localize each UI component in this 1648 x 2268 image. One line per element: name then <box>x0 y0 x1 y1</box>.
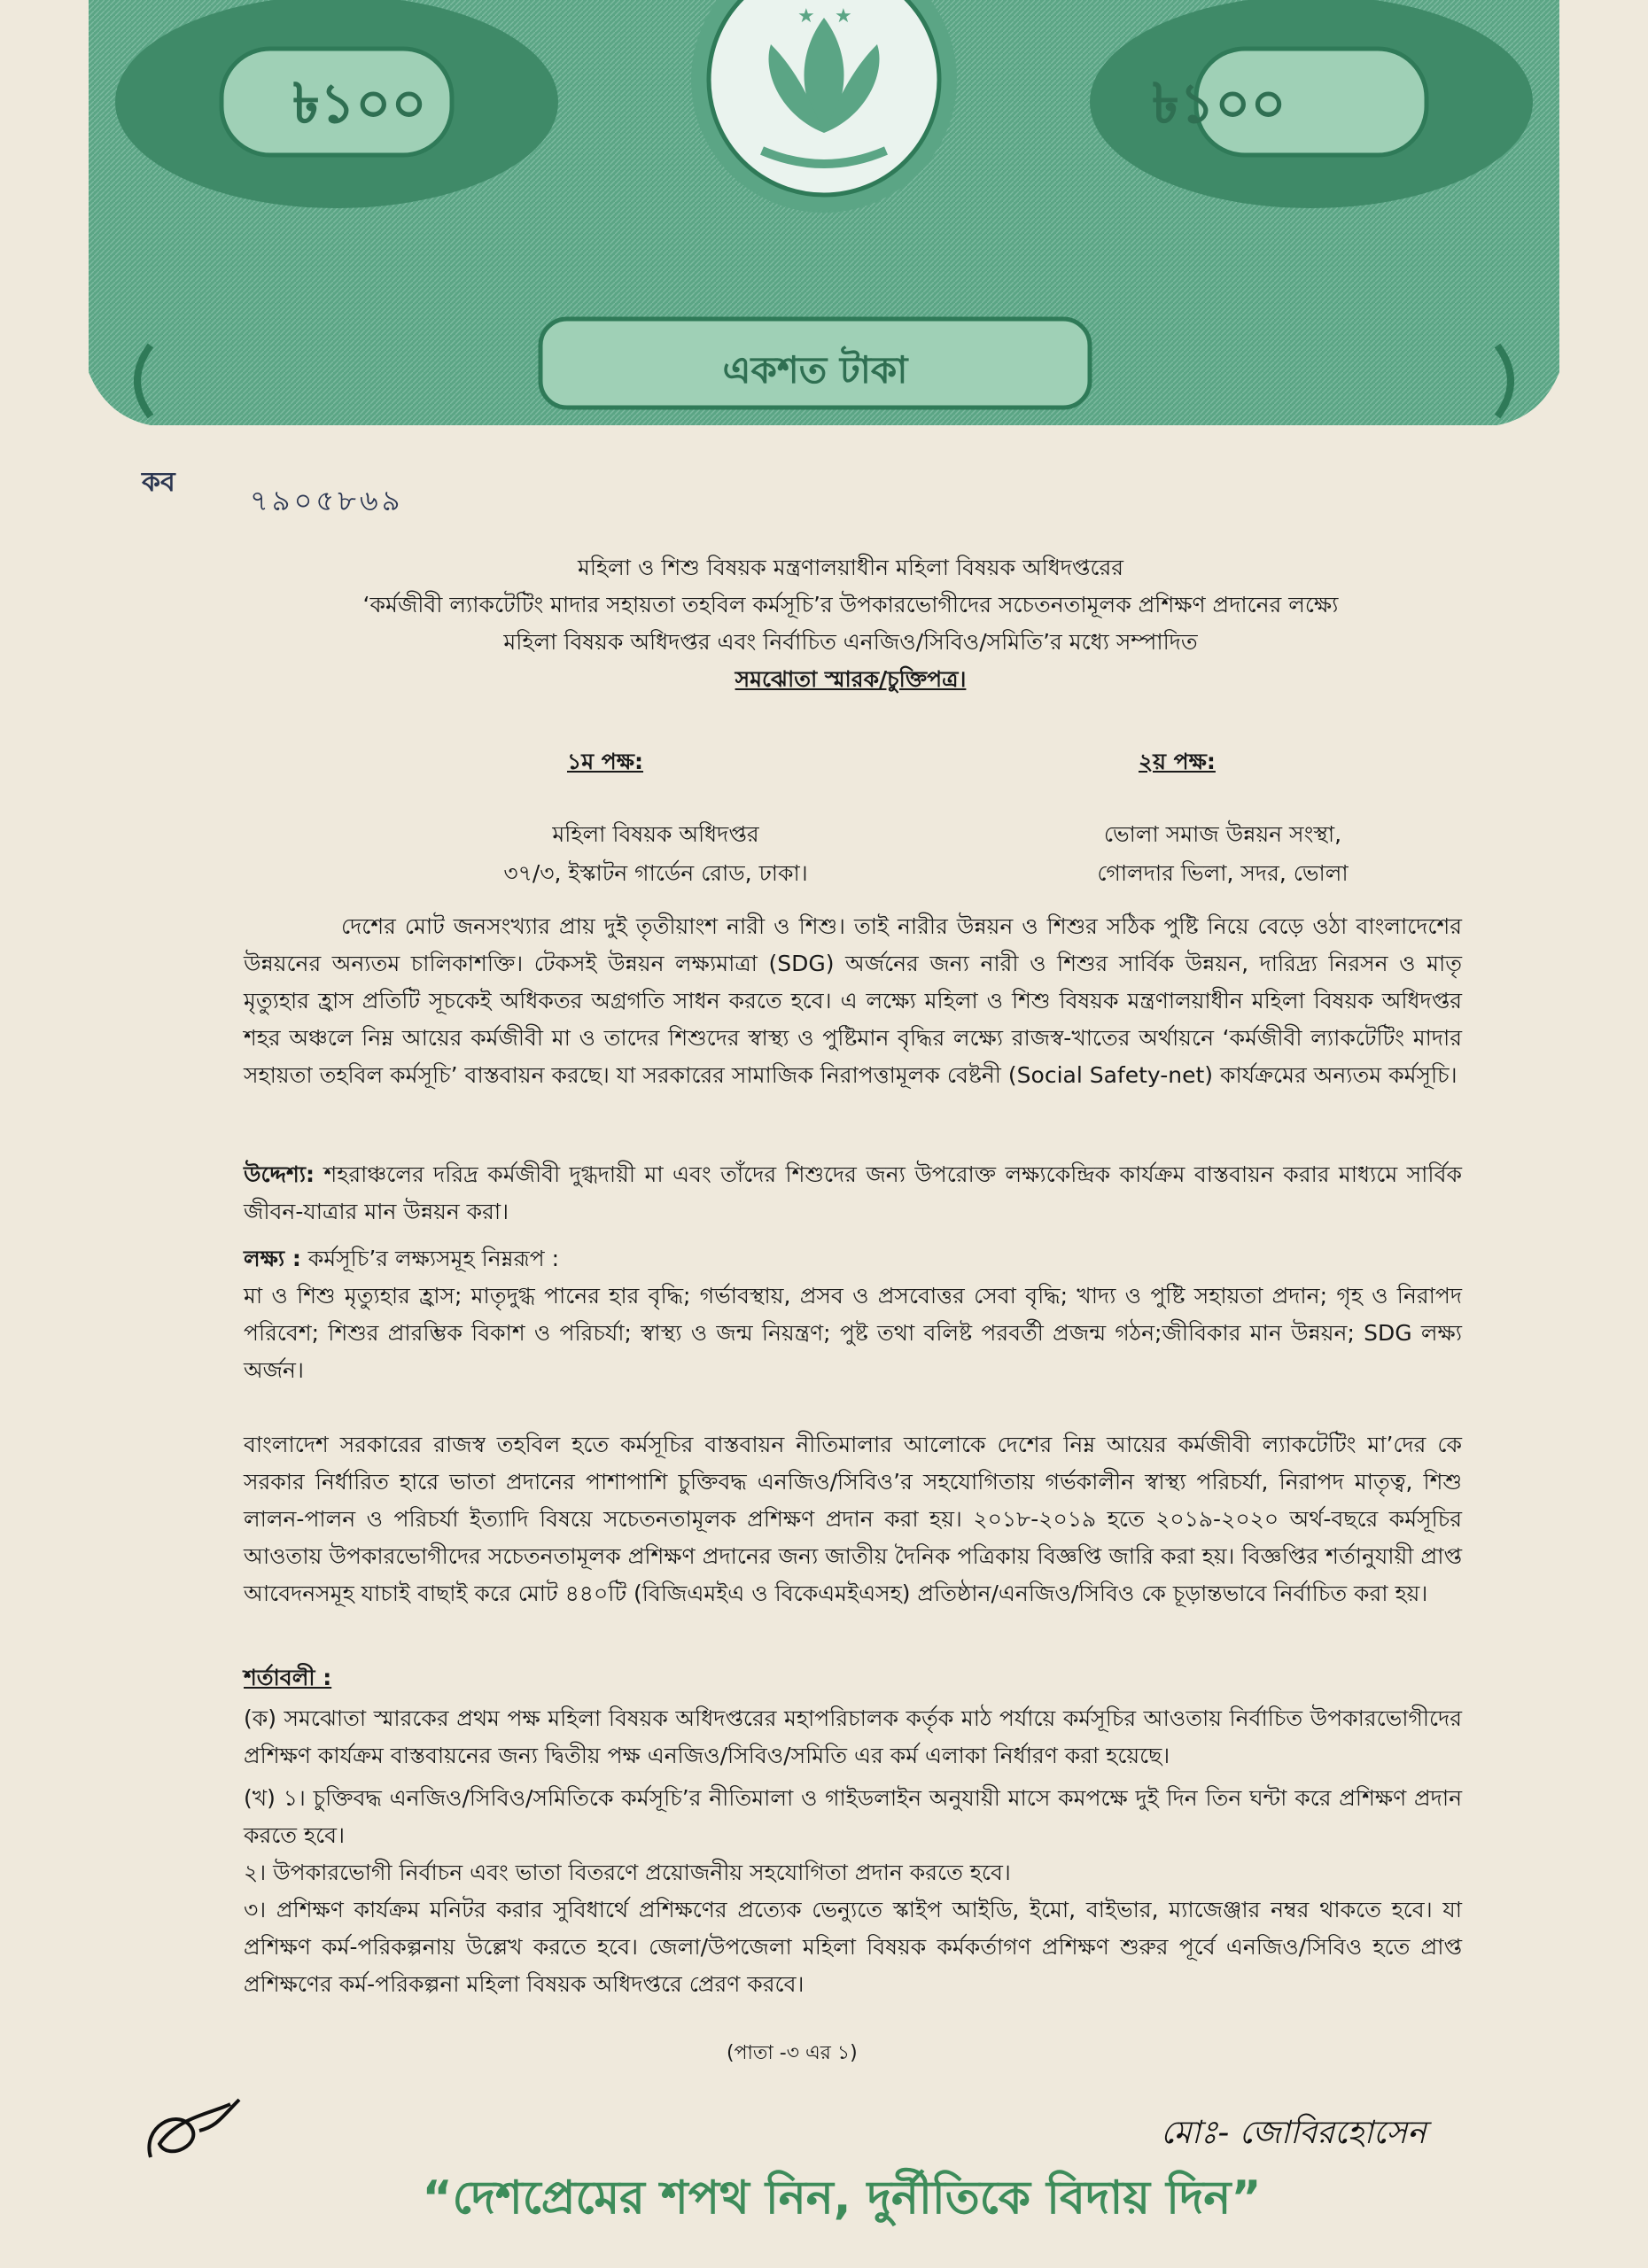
motto: “দেশপ্রেমের শপথ নিন, দুর্নীতিকে বিদায় দিন” <box>422 2171 1262 2225</box>
party-2-name: ভোলা সমাজ উন্নয়ন সংস্থা, <box>1103 821 1342 847</box>
document-heading <box>204 549 1497 698</box>
heading-line-3: মহিলা বিষয়ক অধিদপ্তর এবং নির্বাচিত এনজিও/সিবিও/সমিতি’র মধ্যে সম্পাদিত <box>503 629 1198 655</box>
terms-heading: শর্তাবলী : <box>244 1665 332 1690</box>
heading-line-2: ‘কর্মজীবী ল্যাকটেটিং মাদার সহায়তা তহবিল কর্মসূচি’র উপকারভোগীদের সচেতনতামূলক প্রশিক্ষণ প্রদানের লক্ষ্যে <box>362 592 1339 617</box>
objective-paragraph <box>244 1156 1462 1231</box>
objective-label: উদ্দেশ্য: <box>244 1161 315 1187</box>
target-text: মা ও শিশু মৃত্যুহার হ্রাস; মাতৃদুগ্ধ পানের হার বৃদ্ধি; গর্ভাবস্থায়, প্রসব ও প্রসবোত্তর সেবা বৃদ্ধি; খাদ্য ও পুষ্টি সহায়তা প্রদান; গৃহ ও নিরাপদ পরিবেশ; শিশুর প্রারম্ভিক বিকাশ ও পরিচর্যা; স্বাস্থ্য ও জন্ম নিয়ন্ত্রণ; পুষ্ট তথা বলিষ্ট পরবর্তী প্রজন্ম গঠন;জীবিকার মান উন্নয়ন; SDG লক্ষ্য অর্জন। <box>244 1283 1462 1383</box>
term-kha-1: (খ) ১। চুক্তিবদ্ধ এনজিও/সিবিও/সমিতিকে কর্মসূচি’র নীতিমালা ও গাইডলাইন অনুযায়ী মাসে কমপক্ষে দুই দিন তিন ঘন্টা করে প্রশিক্ষণ প্রদান করতে হবে। <box>244 1785 1462 1848</box>
heading-line-1: মহিলা ও শিশু বিষয়ক মন্ত্রণালয়াধীন মহিলা বিষয়ক অধিদপ্তরের <box>577 555 1124 580</box>
background-paragraph: বাংলাদেশ সরকারের রাজস্ব তহবিল হতে কর্মসূচির বাস্তবায়ন নীতিমালার আলোকে দেশের নিম্ন আয়ের কর্মজীবী ল্যাকটেটিং মা’দের কে সরকার নির্ধারিত হারে ভাতা প্রদানের পাশাপাশি চুক্তিবদ্ধ এনজিও/সিবিও’র সহযোগিতায় গর্ভকালীন স্বাস্থ্য পরিচর্যা, নিরাপদ মাতৃত্ব, শিশু লালন-পালন ও পরিচর্যা ইত্যাদি বিষয়ে সচেতনতামূলক প্রশিক্ষণ প্রদান করা হয়। ২০১৮-২০১৯ হতে ২০১৯-২০২০ অর্থ-বছরে কর্মসূচির আওতায় উপকারভোগীদের সচেতনতামূলক প্রশিক্ষণ প্রদানের জন্য জাতীয় দৈনিক পত্রিকায় বিজ্ঞপ্তি জারি করা হয়। বিজ্ঞপ্তির শর্তানুযায়ী প্রাপ্ত আবেদনসমূহ যাচাই বাছাই করে মোট ৪৪০টি (বিজিএমইএ ও বিকেএমইএসহ) প্রতিষ্ঠান/এনজিও/সিবিও কে চূড়ান্তভাবে নির্বাচিত করা হয়। <box>244 1432 1462 1606</box>
party-2-address: গোলদার ভিলা, সদর, ভোলা <box>1097 860 1349 886</box>
terms-section <box>244 1659 1462 2003</box>
signature-left-icon <box>133 2091 257 2171</box>
stamp-value-left: ৳১০০ <box>292 71 427 136</box>
party-1-name: মহিলা বিষয়ক অধিদপ্তর <box>552 821 759 847</box>
target-paragraph <box>244 1240 1462 1389</box>
target-heading: কর্মসূচি’র লক্ষ্যসমূহ নিম্নরূপ : <box>307 1246 560 1271</box>
party-2-details <box>992 815 1453 893</box>
svg-text:★: ★ <box>797 5 815 27</box>
intro-paragraph: দেশের মোট জনসংখ্যার প্রায় দুই তৃতীয়াংশ নারী ও শিশু। তাই নারীর উন্নয়ন ও শিশুর সঠিক পুষ্টি নিয়ে বেড়ে ওঠা বাংলাদেশের উন্নয়নের অন্যতম চালিকাশক্তি। টেকসই উন্নয়ন লক্ষ্যমাত্রা (SDG) অর্জনের জন্য নারী ও শিশুর সার্বিক উন্নয়ন, দারিদ্র্য নিরসন ও মাতৃ মৃত্যুহার হ্রাস প্রতিটি সূচকেই অধিকতর অগ্রগতি সাধন করতে হবে। এ লক্ষ্যে মহিলা ও শিশু বিষয়ক মন্ত্রণালয়াধীন মহিলা বিষয়ক অধিদপ্তর শহর অঞ্চলে নিম্ন আয়ের কর্মজীবী মা ও তাদের শিশুদের স্বাস্থ্য ও পুষ্টিমান বৃদ্ধির লক্ষ্যে রাজস্ব-খাতের অর্থায়নে ‘কর্মজীবী ল্যাকটেটিং মাদার সহায়তা তহবিল কর্মসূচি’ বাস্তবায়ন করছে। যা সরকারের সামাজিক নিরাপত্তামূলক বেষ্টনী (Social Safety-net) কার্যক্রমের অন্যতম কর্মসূচি। <box>244 913 1462 1088</box>
party-1-details <box>408 815 904 893</box>
signature-right: মোঃ- জোবিরহোসেন <box>1161 2115 1426 2151</box>
svg-text:★: ★ <box>835 5 852 27</box>
target-label: লক্ষ্য : <box>244 1246 301 1271</box>
term-kha-2: ২। উপকারভোগী নির্বাচন এবং ভাতা বিতরণে প্রয়োজনীয় সহযোগিতা প্রদান করতে হবে। <box>244 1860 1011 1885</box>
term-kha-3: ৩। প্রশিক্ষণ কার্যক্রম মনিটর করার সুবিধার্থে প্রশিক্ষণের প্রত্যেক ভেন্যুতে স্কাইপ আইডি, ইমো, বাইভার, ম্যাজেঞ্জার নম্বর থাকতে হবে। যা প্রশিক্ষণ কর্ম-পরিকল্পনায় উল্লেখ করতে হবে। জেলা/উপজেলা মহিলা বিষয়ক কর্মকর্তাগণ প্রশিক্ষণ শুরুর পূর্বে এনজিও/সিবিও হতে প্রাপ্ত প্রশিক্ষণের কর্ম-পরিকল্পনা মহিলা বিষয়ক অধিদপ্তরে প্রেরণ করবে। <box>244 1897 1462 1997</box>
term-ka: (ক) সমঝোতা স্মারকের প্রথম পক্ষ মহিলা বিষয়ক অধিদপ্তরের মহাপরিচালক কর্তৃক মাঠ পর্যায়ে কর্মসূচির আওতায় নির্বাচিত উপকারভোগীদের প্রশিক্ষণ কার্যক্রম বাস্তবায়নের জন্য দ্বিতীয় পক্ষ এনজিও/সিবিও/সমিতি এর কর্ম এলাকা নির্ধারণ করা হয়েছে। <box>244 1705 1462 1768</box>
serial-label: কব <box>142 467 175 498</box>
page-number: (পাতা -৩ এর ১) <box>727 2042 858 2064</box>
serial-number: ৭৯০৫৮৬৯ <box>250 484 404 517</box>
stamp-value-right: ৳১০০ <box>1152 71 1287 136</box>
stamp-value-words: একশত টাকা <box>722 348 908 392</box>
document-title: সমঝোতা স্মারক/চুক্তিপত্র। <box>735 666 967 692</box>
party-2-title: ২য় পক্ষ: <box>1139 749 1216 774</box>
objective-text: শহরাঞ্চলের দরিদ্র কর্মজীবী দুগ্ধদায়ী মা এবং তাঁদের শিশুদের জন্য উপরোক্ত লক্ষ্যকেন্দ্রিক কার্যক্রম বাস্তবায়ন করার মাধ্যমে সার্বিক জীবন-যাত্রার মান উন্নয়ন করা। <box>244 1161 1462 1224</box>
party-1-title: ১ম পক্ষ: <box>567 749 644 774</box>
party-1-address: ৩৭/৩, ইস্কাটন গার্ডেন রোড, ঢাকা। <box>503 860 808 886</box>
